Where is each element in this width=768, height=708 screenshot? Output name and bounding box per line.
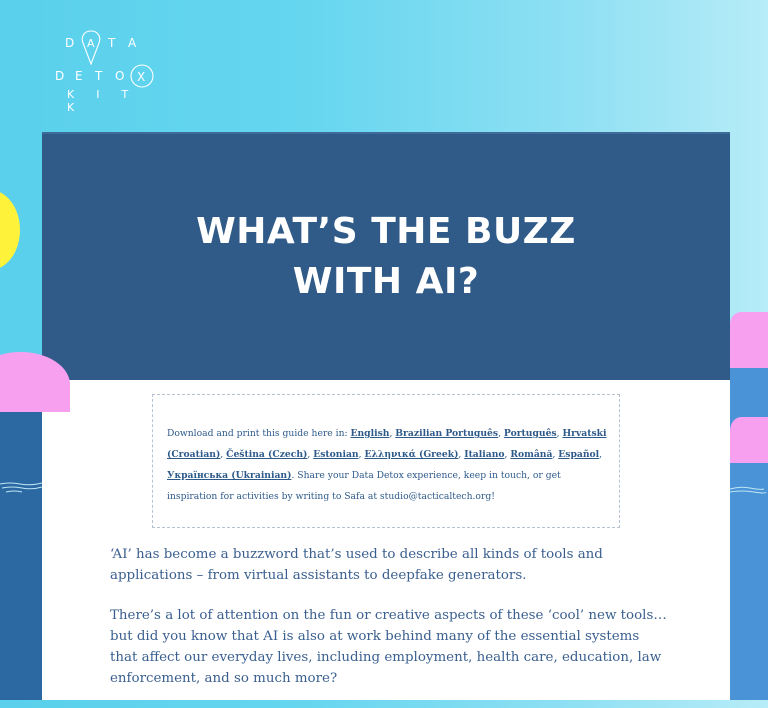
language-link-croatian[interactable]: Hrvatski (Croatian): [167, 428, 607, 460]
separator: ,: [599, 449, 603, 460]
language-link-estonian[interactable]: Estonian: [313, 449, 359, 460]
svg-text:T: T: [108, 36, 116, 50]
svg-text:A: A: [128, 36, 137, 50]
pink-hill-illustration: [730, 312, 768, 372]
separator: ,: [220, 449, 227, 460]
article-card: [42, 132, 730, 700]
paragraph: ‘AI’ has become a buzzword that’s used to describe all kinds of tools and applications – from virtual assistants to deepfake generators.: [110, 547, 603, 583]
download-intro-text: Download and print this guide here in:: [167, 428, 351, 439]
background-scene-left: [0, 0, 42, 700]
sea-illustration: [0, 394, 42, 700]
download-outro-text: . Share your Data Detox experience, keep in touch, or get inspiration for activities by writing to Safa at studio@tacticaltech.org!: [167, 470, 561, 502]
svg-text:D: D: [55, 69, 65, 83]
wave-icon: [730, 484, 768, 496]
svg-text:O: O: [115, 69, 125, 83]
language-link-spanish[interactable]: Español: [558, 449, 600, 460]
download-info-box: [152, 394, 620, 528]
separator: ,: [307, 449, 314, 460]
language-link-romanian[interactable]: Română: [510, 449, 553, 460]
separator: ,: [358, 449, 365, 460]
separator: ,: [504, 449, 511, 460]
sun-illustration: [0, 190, 20, 270]
svg-text:A: A: [87, 37, 95, 50]
background-scene-right: [730, 0, 768, 700]
paragraph: There’s a lot of attention on the fun or creative aspects of these ‘cool’ new tools… but did you know that AI is also at work behind many of the essential systems that affect our everyday lives, including employment, health care, education, law enforcement, and so much more?: [110, 608, 667, 686]
language-link-portuguese[interactable]: Português: [503, 428, 557, 439]
language-link-czech[interactable]: Čeština (Czech): [226, 449, 308, 460]
svg-text:E: E: [75, 69, 83, 83]
language-link-italian[interactable]: Italiano: [464, 449, 505, 460]
page-title: WHAT’S THE BUZZ WITH AI?: [196, 211, 576, 302]
language-link-greek[interactable]: Ελληνικά (Greek): [364, 449, 459, 460]
logo-text-overlay: [50, 14, 160, 114]
pink-hill-illustration: [730, 417, 768, 463]
wave-icon: [0, 480, 42, 496]
separator: ,: [556, 428, 563, 439]
language-link-brazilian-portuguese[interactable]: Brazilian Português: [395, 428, 499, 439]
article-body: [110, 544, 670, 708]
svg-text:K: K: [67, 101, 75, 114]
language-link-ukrainian[interactable]: Українська (Ukrainian): [167, 470, 292, 481]
hero-banner: [42, 132, 730, 380]
logo-kit-text: KIT: [67, 88, 151, 101]
svg-text:D: D: [65, 36, 75, 50]
svg-text:T: T: [95, 69, 103, 83]
separator: ,: [458, 449, 465, 460]
svg-text:X: X: [137, 70, 146, 84]
language-link-english[interactable]: English: [350, 428, 390, 439]
separator: ,: [498, 428, 504, 439]
separator: ,: [389, 428, 396, 439]
separator: ,: [552, 449, 559, 460]
